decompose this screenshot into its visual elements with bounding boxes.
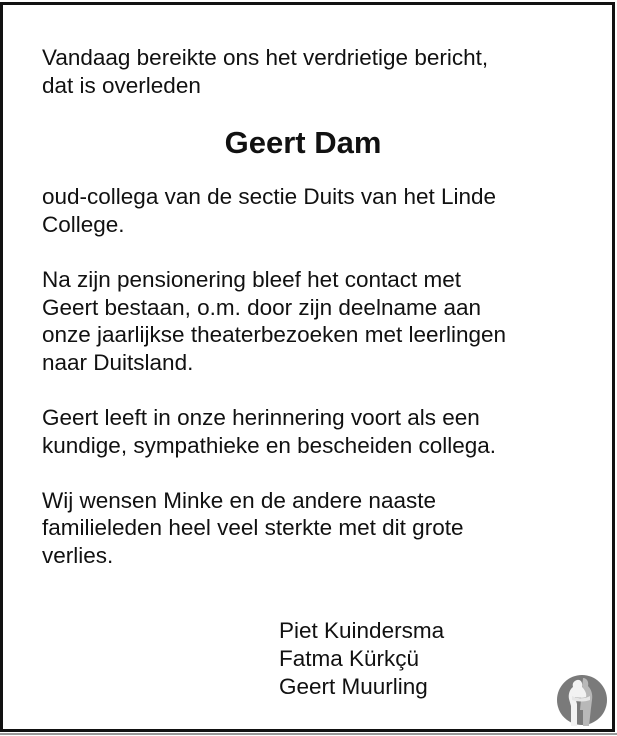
body-line: Geert bestaan, o.m. door zijn deelname aan [42, 294, 482, 320]
frame-shadow [0, 733, 617, 735]
signature-name: Fatma Kürkçü [279, 646, 420, 671]
signatures [279, 617, 444, 701]
body-line: verlies. [42, 542, 114, 568]
body-line: Na zijn pensionering bleef het contact met [42, 266, 461, 292]
body-paragraph [42, 266, 582, 376]
body-paragraph [42, 487, 582, 570]
body-line: Geert leeft in onze herinnering voort als een [42, 404, 480, 430]
signature-name: Geert Muurling [279, 674, 428, 699]
body-paragraph [42, 404, 582, 459]
intro-line: Vandaag bereikte ons het verdrietige bericht, [42, 45, 489, 70]
body-line: familieleden heel veel sterkte met dit grote [42, 515, 464, 541]
deceased-name: Geert Dam [224, 125, 382, 161]
embracing-figures-icon [556, 674, 608, 726]
body-line: Wij wensen Minke en de andere naaste [42, 487, 436, 513]
signature-name: Piet Kuindersma [279, 618, 445, 643]
body-line: oud-collega van de sectie Duits van het Linde [42, 184, 497, 210]
intro-paragraph [42, 44, 582, 99]
body-line: onze jaarlijkse theaterbezoeken met leerlingen [42, 322, 507, 348]
body-paragraph [42, 183, 582, 238]
body-line: naar Duitsland. [42, 349, 194, 375]
intro-line: dat is overleden [42, 72, 201, 98]
body-line: kundige, sympathieke en bescheiden collega. [42, 432, 497, 458]
body-line: College. [42, 211, 125, 237]
obituary-content [42, 44, 582, 597]
